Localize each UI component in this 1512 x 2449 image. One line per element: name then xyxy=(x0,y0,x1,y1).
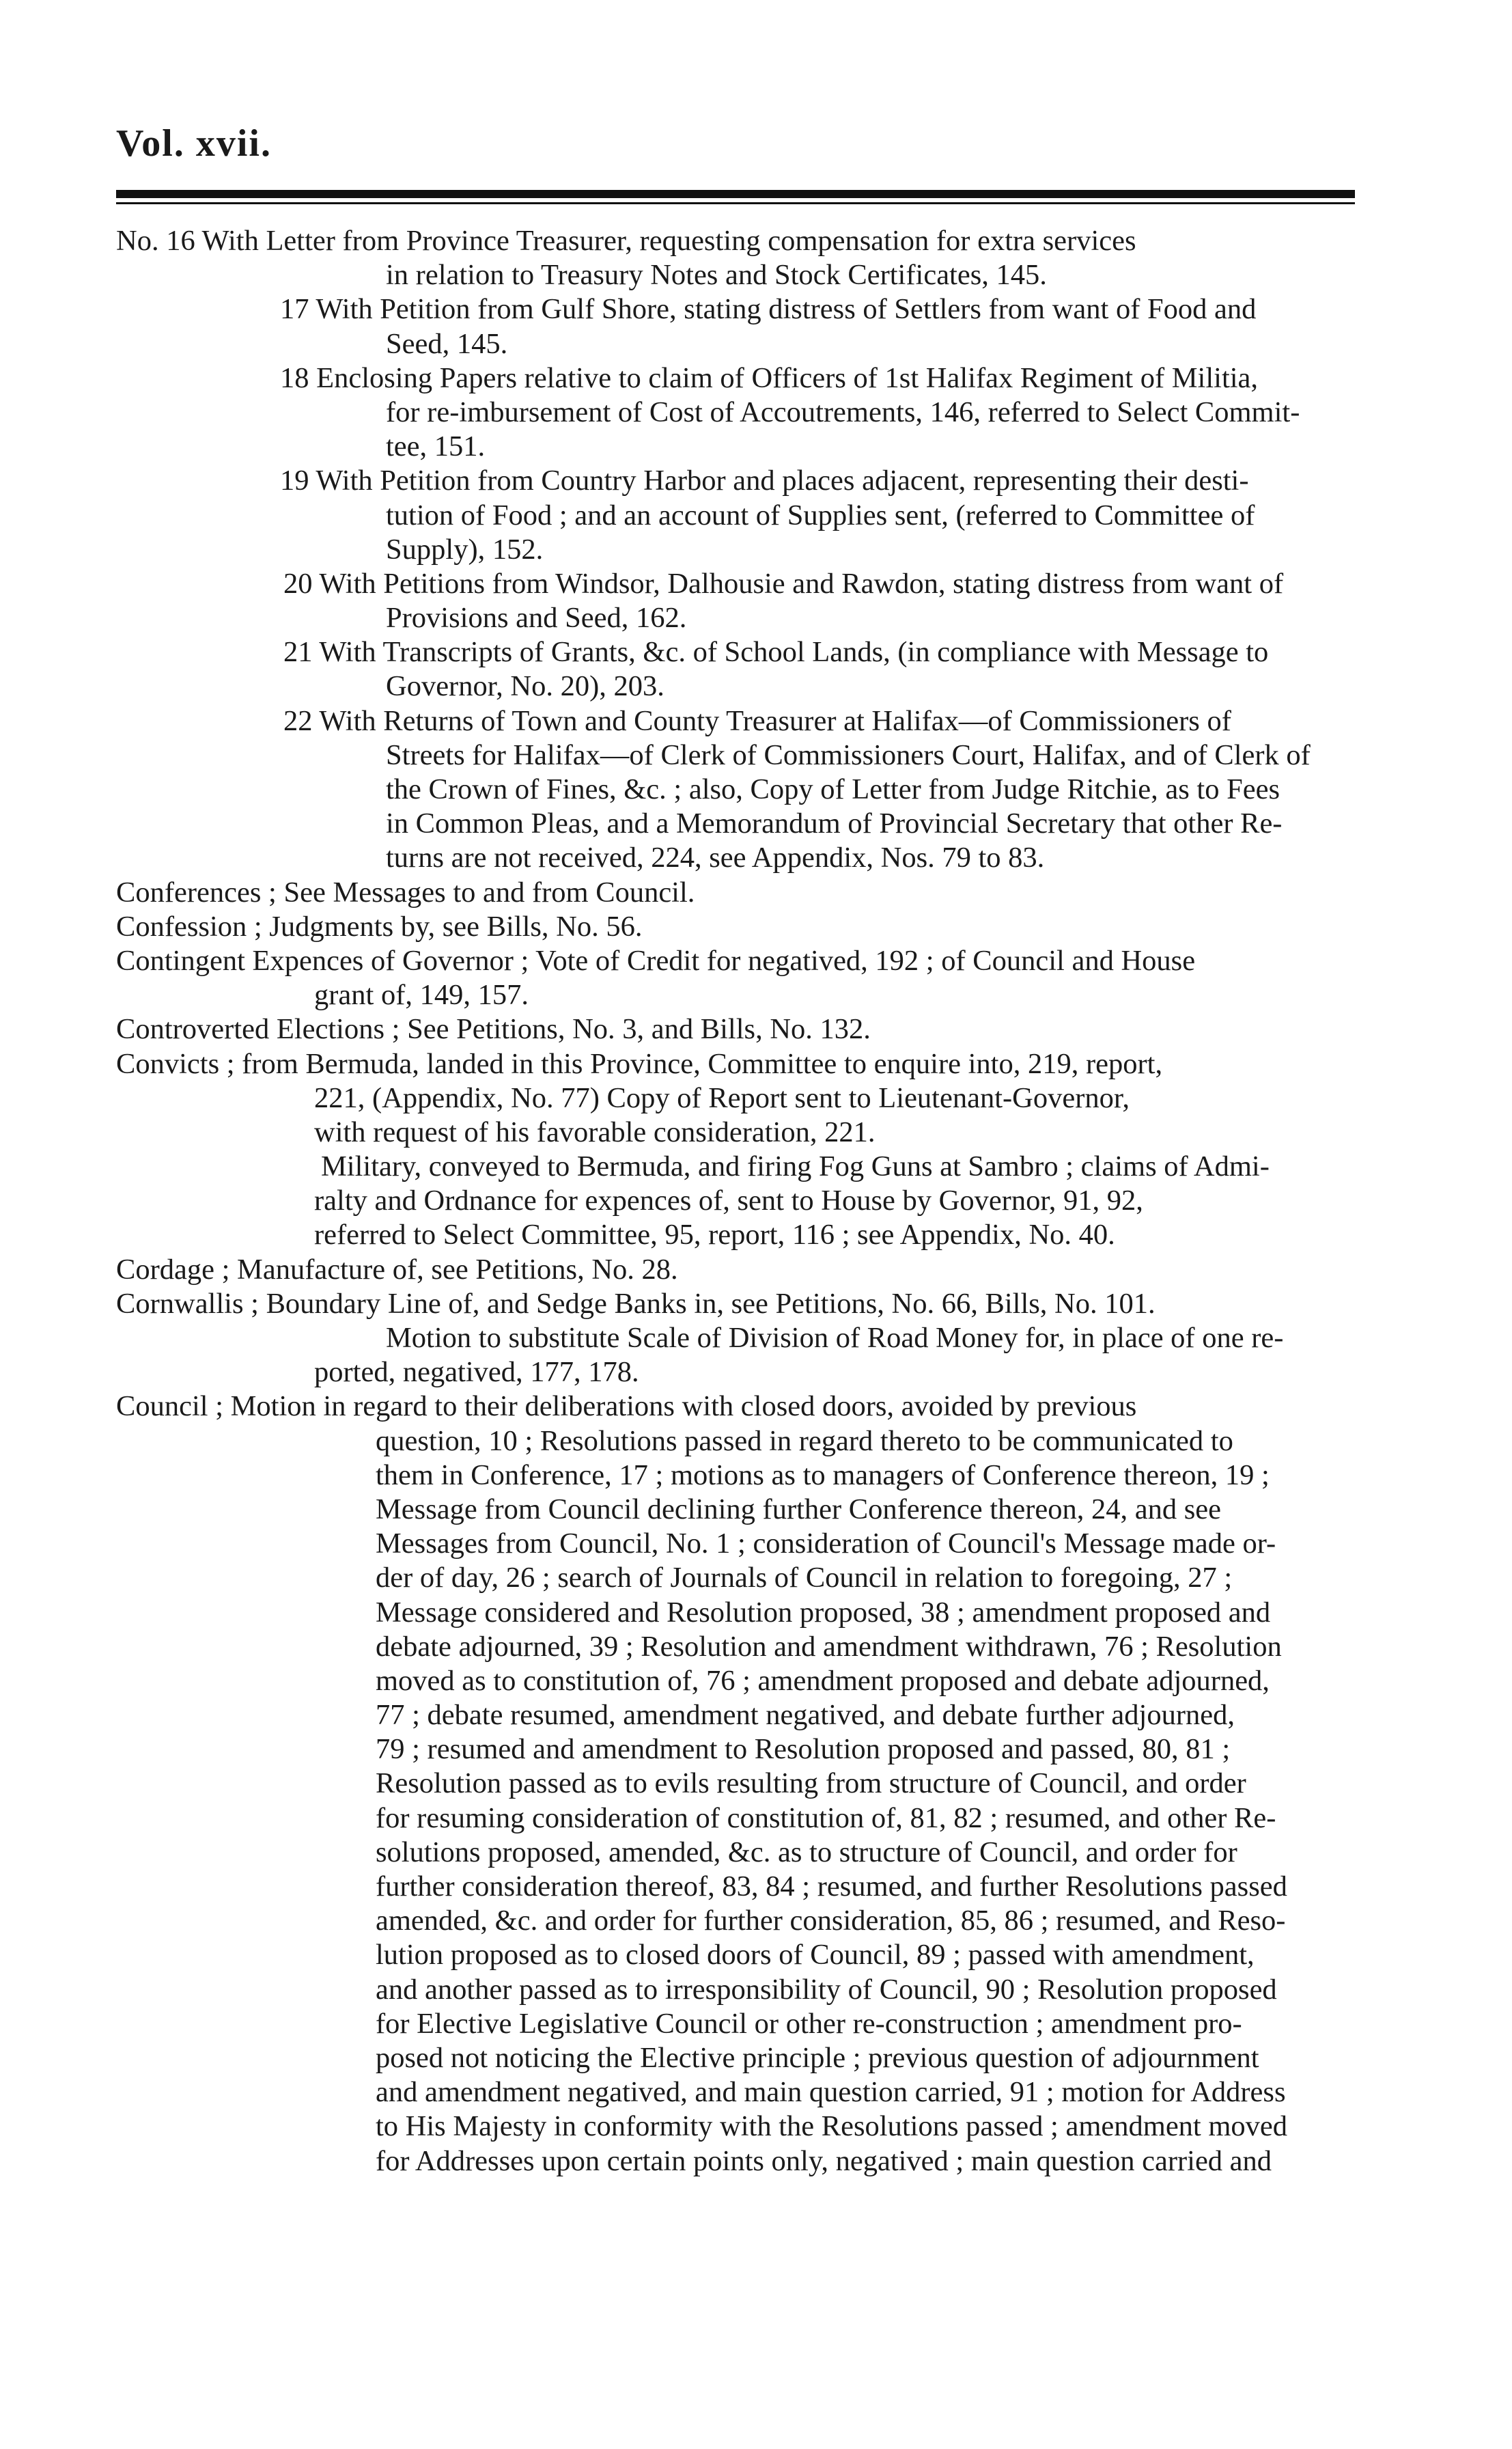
index-line: moved as to constitution of, 76 ; amendment proposed and debate adjourned, xyxy=(376,1664,1270,1697)
index-line: Military, conveyed to Bermuda, and firing Fog Guns at Sambro ; claims of Admi- xyxy=(321,1150,1270,1183)
index-line: Governor, No. 20), 203. xyxy=(386,670,664,703)
header-rule-thin xyxy=(116,202,1355,204)
index-line: grant of, 149, 157. xyxy=(314,979,529,1012)
index-line: tee, 151. xyxy=(386,430,486,463)
index-line: solutions proposed, amended, &c. as to structure of Council, and order for xyxy=(376,1836,1237,1868)
index-line: amended, &c. and order for further consideration, 85, 86 ; resumed, and Reso- xyxy=(376,1905,1286,1937)
index-line: ported, negatived, 177, 178. xyxy=(314,1356,639,1389)
index-line: Message considered and Resolution proposed, 38 ; amendment proposed and xyxy=(376,1596,1271,1629)
index-line: the Crown of Fines, &c. ; also, Copy of Letter from Judge Ritchie, as to Fees xyxy=(386,773,1280,805)
index-line: for Elective Legislative Council or other re-construction ; amendment pro- xyxy=(376,2007,1242,2040)
index-line: with request of his favorable consideration, 221. xyxy=(314,1116,876,1148)
index-line: Seed, 145. xyxy=(386,327,508,360)
index-line: Provisions and Seed, 162. xyxy=(386,602,687,635)
index-line: Conferences ; See Messages to and from Council. xyxy=(116,876,695,909)
index-line: ralty and Ordnance for expences of, sent to House by Governor, 91, 92, xyxy=(314,1185,1143,1217)
index-line: to His Majesty in conformity with the Resolutions passed ; amendment moved xyxy=(376,2110,1288,2143)
index-entries xyxy=(116,224,1359,2178)
index-line: and another passed as to irresponsibility of Council, 90 ; Resolution proposed xyxy=(376,1973,1277,2006)
index-line: in relation to Treasury Notes and Stock Certificates, 145. xyxy=(386,259,1047,292)
index-line: tution of Food ; and an account of Supplies sent, (referred to Committee of xyxy=(386,499,1255,531)
index-line: for re-imbursement of Cost of Accoutrements, 146, referred to Select Commit- xyxy=(386,396,1300,428)
index-line: for Addresses upon certain points only, negatived ; main question carried and xyxy=(376,2144,1272,2177)
index-line: 20 With Petitions from Windsor, Dalhousie and Rawdon, stating distress from want of xyxy=(283,567,1284,600)
index-line: der of day, 26 ; search of Journals of Council in relation to foregoing, 27 ; xyxy=(376,1562,1233,1594)
index-line: and amendment negatived, and main question carried, 91 ; motion for Address xyxy=(376,2076,1286,2109)
index-line: 18 Enclosing Papers relative to claim of Officers of 1st Halifax Regiment of Militia, xyxy=(280,361,1259,394)
index-line: No. 16 With Letter from Province Treasurer, requesting compensation for extra services xyxy=(116,225,1136,257)
index-line: Streets for Halifax—of Clerk of Commissioners Court, Halifax, and of Clerk of xyxy=(386,738,1311,771)
index-line: for resuming consideration of constitution of, 81, 82 ; resumed, and other Re- xyxy=(376,1801,1276,1834)
index-line: Motion to substitute Scale of Division of Road Money for, in place of one re- xyxy=(386,1322,1284,1354)
index-line: Confession ; Judgments by, see Bills, No. 56. xyxy=(116,910,643,943)
index-line: 17 With Petition from Gulf Shore, stating distress of Settlers from want of Food and xyxy=(280,293,1257,326)
index-line: Controverted Elections ; See Petitions, No. 3, and Bills, No. 132. xyxy=(116,1013,871,1046)
index-line: debate adjourned, 39 ; Resolution and amendment withdrawn, 76 ; Resolution xyxy=(376,1630,1282,1663)
index-line: Resolution passed as to evils resulting from structure of Council, and order xyxy=(376,1767,1246,1800)
index-line: Supply), 152. xyxy=(386,533,544,566)
index-line: 19 With Petition from Country Harbor and places adjacent, representing their desti- xyxy=(280,465,1249,497)
index-line: posed not noticing the Elective principle ; previous question of adjournment xyxy=(376,2041,1259,2074)
index-line: Contingent Expences of Governor ; Vote of Credit for negatived, 192 ; of Council and House xyxy=(116,944,1196,977)
index-line: in Common Pleas, and a Memorandum of Provincial Secretary that other Re- xyxy=(386,807,1283,840)
index-line: Message from Council declining further Conference thereon, 24, and see xyxy=(376,1493,1221,1525)
index-line: 22 With Returns of Town and County Treasurer at Halifax—of Commissioners of xyxy=(283,704,1231,737)
index-line: them in Conference, 17 ; motions as to managers of Conference thereon, 19 ; xyxy=(376,1458,1270,1491)
index-line: Council ; Motion in regard to their deliberations with closed doors, avoided by previous xyxy=(116,1390,1137,1423)
index-line: 21 With Transcripts of Grants, &c. of School Lands, (in compliance with Message to xyxy=(283,636,1269,669)
header-rule-thick xyxy=(116,190,1355,198)
index-line: Messages from Council, No. 1 ; consideration of Council's Message made or- xyxy=(376,1527,1276,1560)
index-line: Cordage ; Manufacture of, see Petitions, No. 28. xyxy=(116,1253,678,1286)
index-line: question, 10 ; Resolutions passed in regard thereto to be communicated to xyxy=(376,1424,1233,1457)
index-line: Cornwallis ; Boundary Line of, and Sedge Banks in, see Petitions, No. 66, Bills, No. 101. xyxy=(116,1287,1156,1320)
index-line: 221, (Appendix, No. 77) Copy of Report sent to Lieutenant-Governor, xyxy=(314,1081,1130,1114)
index-line: 79 ; resumed and amendment to Resolution proposed and passed, 80, 81 ; xyxy=(376,1733,1231,1766)
index-line: 77 ; debate resumed, amendment negatived, and debate further adjourned, xyxy=(376,1699,1235,1732)
page-header: Vol. xvii. xyxy=(116,122,272,165)
index-line: lution proposed as to closed doors of Council, 89 ; passed with amendment, xyxy=(376,1939,1255,1971)
index-line: further consideration thereof, 83, 84 ; resumed, and further Resolutions passed xyxy=(376,1870,1287,1903)
index-line: turns are not received, 224, see Appendix, Nos. 79 to 83. xyxy=(386,842,1045,874)
index-line: referred to Select Committee, 95, report, 116 ; see Appendix, No. 40. xyxy=(314,1219,1115,1251)
index-line: Convicts ; from Bermuda, landed in this Province, Committee to enquire into, 219, report, xyxy=(116,1047,1163,1080)
